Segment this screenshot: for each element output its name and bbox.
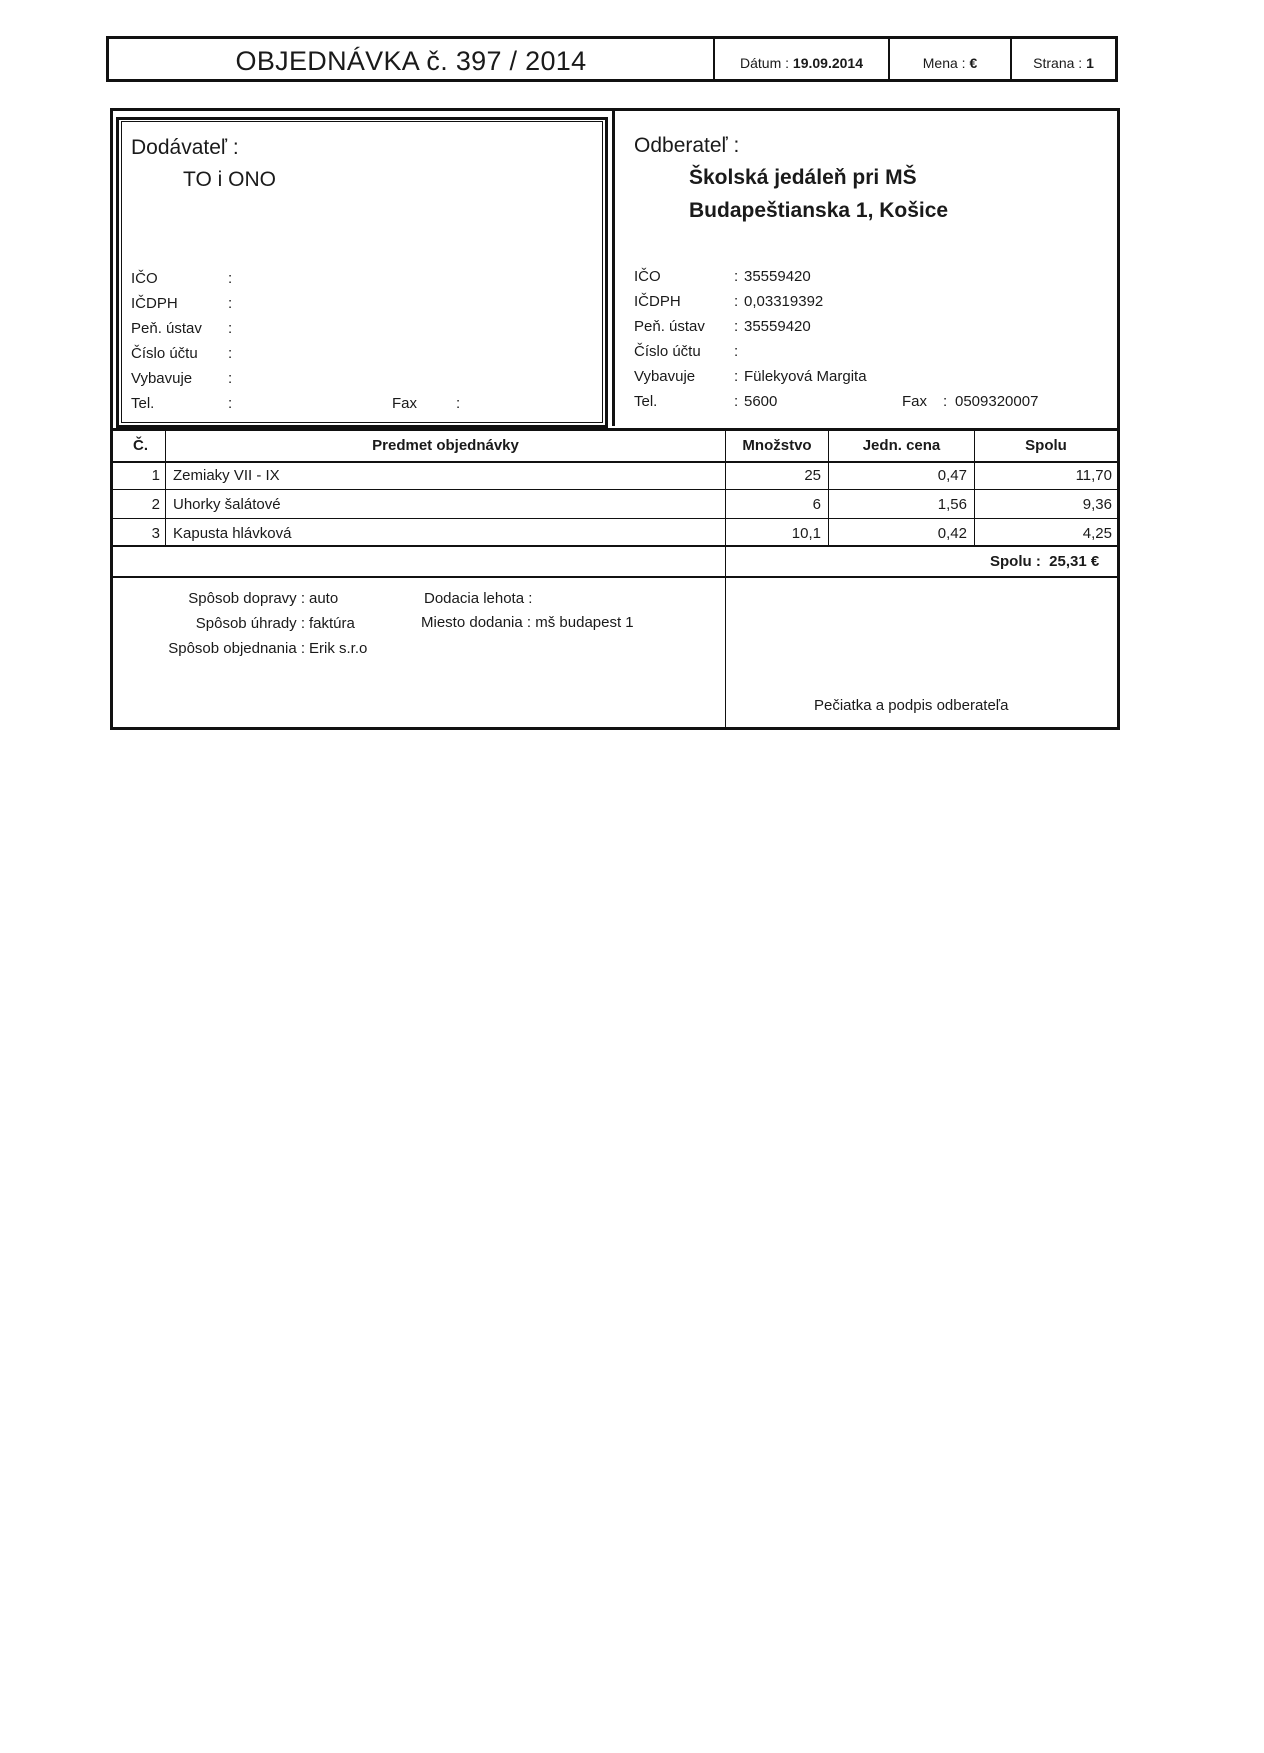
customer-icdph-colon: : <box>734 293 739 310</box>
supplier-account-label: Číslo účtu <box>131 345 198 362</box>
row-line-2 <box>113 518 1117 519</box>
col-header-price: Jedn. cena <box>862 437 941 454</box>
customer-tel-label: Tel. <box>634 393 658 410</box>
items-table-top-border <box>110 428 1120 431</box>
currency-value: € <box>969 55 978 71</box>
row-3-item: Kapusta hlávková <box>173 525 292 542</box>
col-header-no: Č. <box>133 437 148 454</box>
order-currency <box>888 39 1010 79</box>
customer-tel-value: 5600 <box>744 393 778 410</box>
customer-fax-label: Fax <box>902 393 928 410</box>
party-divider <box>612 108 615 426</box>
payment-value: faktúra <box>309 615 355 632</box>
order-page <box>1010 39 1115 79</box>
supplier-bank-colon: : <box>228 320 233 337</box>
customer-account-colon: : <box>734 343 739 360</box>
supplier-handler-label: Vybavuje <box>131 370 193 387</box>
items-header-bottom-line <box>113 461 1117 463</box>
customer-address: Budapeštianska 1, Košice <box>689 199 949 222</box>
order-header <box>106 36 1118 82</box>
col-header-qty: Množstvo <box>742 437 812 454</box>
delivery-time <box>424 590 532 607</box>
row-2-no: 2 <box>151 496 160 513</box>
customer-fax-value: 0509320007 <box>955 393 1039 410</box>
order-date <box>713 39 888 79</box>
row-1-no: 1 <box>151 467 160 484</box>
customer-bank-label: Peň. ústav <box>634 318 705 335</box>
supplier-account-colon: : <box>228 345 233 362</box>
row-1-item: Zemiaky VII - IX <box>173 467 280 484</box>
row-2-item: Uhorky šalátové <box>173 496 281 513</box>
row-2-unit-price: 1,56 <box>937 496 967 513</box>
delivery-place-label: Miesto dodania : <box>421 614 532 631</box>
row-3-qty: 10,1 <box>791 525 821 542</box>
grand-total <box>990 553 1099 570</box>
customer-ico-label: IČO <box>634 268 661 285</box>
row-2-qty: 6 <box>812 496 821 513</box>
customer-fax-colon: : <box>943 393 948 410</box>
customer-name: Školská jedáleň pri MŠ <box>689 166 917 189</box>
customer-ico-value: 35559420 <box>744 268 811 285</box>
supplier-heading: Dodávateľ : <box>131 136 239 159</box>
currency-label: Mena : <box>922 55 966 71</box>
order-method-label: Spôsob objednania : <box>168 640 305 657</box>
date-value: 19.09.2014 <box>792 55 863 71</box>
customer-handler-colon: : <box>734 368 739 385</box>
row-3-unit-price: 0,42 <box>937 525 967 542</box>
row-1-qty: 25 <box>804 467 821 484</box>
supplier-fax-colon: : <box>456 395 461 412</box>
customer-ico-colon: : <box>734 268 739 285</box>
summary-bottom-line <box>113 576 1117 578</box>
row-1-total: 11,70 <box>1075 467 1112 484</box>
customer-bank-colon: : <box>734 318 739 335</box>
row-line-3 <box>113 545 1117 547</box>
customer-account-label: Číslo účtu <box>634 343 701 360</box>
supplier-ico-label: IČO <box>131 270 158 287</box>
supplier-ico-colon: : <box>228 270 233 287</box>
supplier-fax-label: Fax <box>392 395 418 412</box>
grand-total-value: 25,31 € <box>1049 553 1100 570</box>
customer-icdph-value: 0,03319392 <box>744 293 824 310</box>
transport-label: Spôsob dopravy : <box>188 590 305 607</box>
customer-tel-colon: : <box>734 393 739 410</box>
supplier-tel-colon: : <box>228 395 233 412</box>
customer-handler-value: Fülekyová Margita <box>744 368 867 385</box>
customer-handler-label: Vybavuje <box>634 368 696 385</box>
row-3-total: 4,25 <box>1082 525 1112 542</box>
customer-bank-value: 35559420 <box>744 318 811 335</box>
transport-value: auto <box>309 590 339 607</box>
row-2-total: 9,36 <box>1082 496 1112 513</box>
delivery-time-label: Dodacia lehota : <box>424 590 533 607</box>
supplier-name: TO i ONO <box>183 168 276 191</box>
page-value: 1 <box>1086 55 1094 71</box>
date-label: Dátum : <box>740 55 790 71</box>
col-header-item: Predmet objednávky <box>372 437 519 454</box>
supplier-icdph-label: IČDPH <box>131 295 178 312</box>
customer-icdph-label: IČDPH <box>634 293 681 310</box>
row-3-no: 3 <box>151 525 160 542</box>
customer-heading: Odberateľ : <box>634 134 740 157</box>
order-method-value: Erik s.r.o <box>309 640 368 657</box>
delivery-place-value: mš budapest 1 <box>535 614 634 631</box>
supplier-icdph-colon: : <box>228 295 233 312</box>
supplier-box-inner <box>121 121 603 423</box>
supplier-handler-colon: : <box>228 370 233 387</box>
grand-total-label: Spolu : <box>990 553 1041 570</box>
row-line-1 <box>113 489 1117 490</box>
stamp-signature-label: Pečiatka a podpis odberateľa <box>814 697 1009 714</box>
delivery-place <box>421 614 634 631</box>
order-title: OBJEDNÁVKA č. 397 / 2014 <box>235 45 587 76</box>
supplier-bank-label: Peň. ústav <box>131 320 202 337</box>
supplier-tel-label: Tel. <box>131 395 155 412</box>
row-1-unit-price: 0,47 <box>937 467 967 484</box>
payment-label: Spôsob úhrady : <box>195 615 305 632</box>
col-header-total: Spolu <box>1025 437 1067 454</box>
page-label: Strana : <box>1033 55 1083 71</box>
